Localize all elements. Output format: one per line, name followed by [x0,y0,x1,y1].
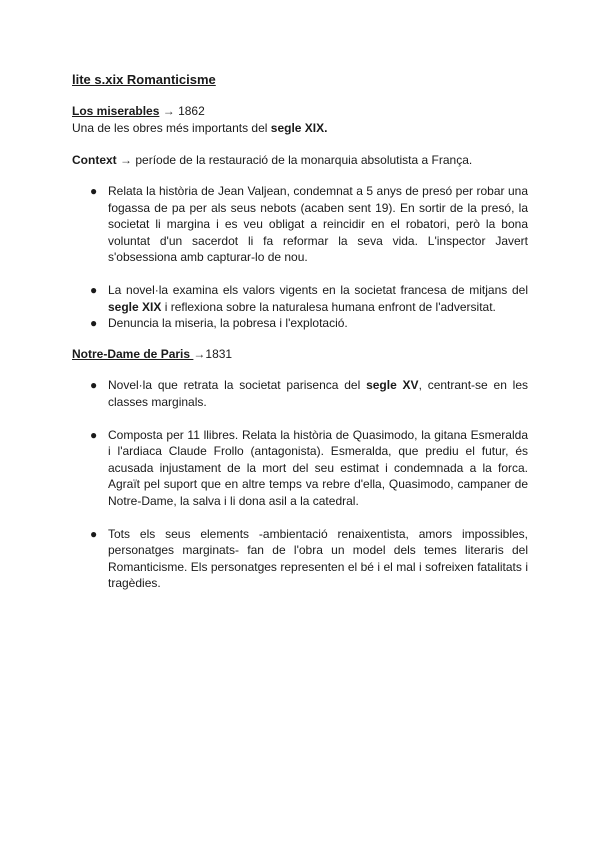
arrow-icon: → [193,347,206,361]
list-item [72,282,528,315]
list-item-text: Composta per 11 llibres. Relata la història de Quasimodo, la gitana Esmeralda i l'ardiaca Claude Frollo (antagonista). Esmeralda, que prediu el futur, és acusada injustament de la mort del seu estimat i condemnada a la forca. Agraït pel suport que en altre temps va rebre d'ella, Quasimodo, campaner de Notre-Dame, la salva i li dona asil a la catedral. [108,427,528,508]
context-line [72,152,528,169]
notredame-heading: Notre-Dame de Paris [72,347,194,361]
arrow-icon: → [162,104,175,118]
bullet-icon: ● [90,378,98,392]
list-item-text: La novel·la examina els valors vigents en la societat francesa de mitjans del [108,283,528,297]
list-item-text: Novel·la que retrata la societat parisenca del [108,378,367,392]
context-text: període de la restauració de la monarquia absolutista a França. [132,153,473,167]
context-label: Context [72,153,117,167]
page-title: lite s.xix Romanticisme [72,72,216,87]
bullet-icon: ● [90,316,98,330]
list-item [72,377,528,410]
list-item-text: Denuncia la miseria, la pobresa i l'explotació. [108,316,348,330]
list-item [72,183,528,266]
list-item-bold: segle XV [366,378,419,392]
list-item-text: Relata la història de Jean Valjean, condemnat a 5 anys de presó per robar una fogassa de pa per als seus nebots (acaben sent 19). En sortir de la presó, la societat li margina i es veu obligat a reincidir en el robatori, però la bona voluntat d'un sacerdot li fa reformar la seva vida. L'inspector Javert s'obsessiona amb capturar-lo de nou. [108,184,528,264]
miserables-heading: Los miserables [72,104,160,118]
notredame-header [72,346,528,363]
list-item [72,315,528,332]
list-item-text: , centrant-se en les classes marginals. [108,378,529,409]
bullet-icon: ● [90,526,98,541]
miserables-list [72,183,528,332]
bullet-icon: ● [90,283,98,297]
list-item-text: Tots els seus elements -ambientació renaixentista, amors impossibles, personatges marginats- fan de l'obra un model dels temes literaris del Romanticisme. Els personatges representen el bé i el mal i sofreixen fatalitats i tragèdies. [108,526,528,590]
bullet-icon: ● [90,427,98,442]
miserables-intro: Una de les obres més importants del [72,120,271,135]
notredame-list [72,377,528,592]
bullet-icon: ● [90,184,98,198]
arrow-icon: → [120,153,133,167]
notredame-year: 1831 [205,347,233,361]
list-item [72,526,528,592]
miserables-header [72,103,528,136]
list-item-text: i reflexiona sobre la naturalesa humana enfront de l'adversitat. [161,299,496,314]
miserables-intro-bold: segle XIX. [270,120,328,135]
list-item [72,427,528,510]
miserables-year: 1862 [178,104,205,118]
list-item-bold: segle XIX [108,299,162,314]
